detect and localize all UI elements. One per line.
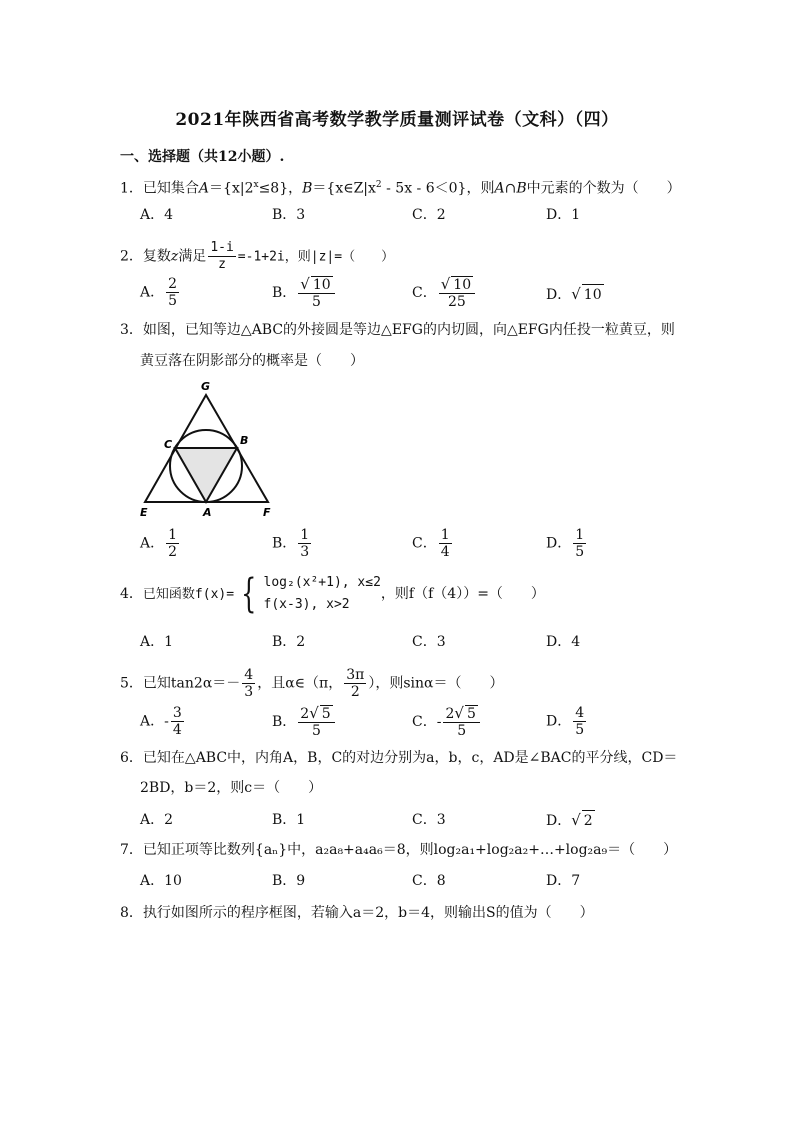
question-7 (120, 840, 677, 860)
question-4 (120, 572, 545, 616)
q8-text: 执行如图所示的程序框图，若输入a＝2，b＝4，则输出S的值为（ ） (142, 905, 594, 921)
fraction-denominator: 2 (168, 544, 178, 560)
fraction-numerator: 3π (346, 667, 365, 683)
q2-option-b (272, 276, 337, 310)
option-label: A． (140, 535, 165, 552)
question-number: 8． (120, 905, 143, 921)
sqrt-radicand: 10 (312, 277, 331, 293)
fraction-denominator: 5 (457, 723, 467, 739)
fraction-denominator: 5 (312, 723, 321, 739)
sqrt-radicand: 10 (582, 284, 604, 305)
q5-pre: 已知tan2α＝－ (142, 675, 241, 692)
option-fraction (298, 705, 334, 739)
option-label: C． (412, 535, 437, 552)
option-fraction (166, 527, 179, 560)
q2-z: z (170, 248, 179, 265)
q1-square: 2 (375, 180, 382, 190)
fraction-denominator: 5 (575, 544, 585, 560)
q6-line-1: 已知在△ABC中，内角A，B，C的对边分别为a，b，c，AD是∠BAC的平分线，CD＝ (142, 750, 678, 766)
fraction-denominator: 3 (244, 684, 254, 700)
q6-option-b: B．1 (272, 812, 306, 828)
fraction-denominator: 25 (448, 294, 466, 310)
q1-set-b-def: ＝{x∈Z|x (312, 180, 376, 197)
coefficient: 2 (300, 706, 310, 722)
q4-option-c: C．3 (412, 634, 446, 650)
q3-option-c (412, 527, 454, 560)
q4-option-a: A．1 (140, 634, 174, 650)
sqrt-sign: √ (300, 275, 310, 293)
fraction-numerator (439, 276, 475, 294)
q3-option-d (546, 527, 588, 560)
option-fraction (298, 276, 334, 310)
q7-option-d: D．7 (546, 873, 581, 889)
option-label: B． (272, 714, 297, 730)
q7-option-c: C．8 (412, 873, 446, 889)
q2-fraction (208, 240, 235, 273)
q5-option-a (140, 705, 186, 738)
question-number: 3． (120, 322, 143, 338)
question-number: 6． (120, 750, 143, 766)
q1-pre: 已知集合 (142, 180, 199, 197)
option-label: B． (272, 285, 297, 301)
option-fraction (573, 527, 586, 560)
q1-option-d: D．1 (546, 207, 581, 223)
option-fraction (573, 705, 586, 738)
fraction-numerator: 4 (244, 667, 254, 683)
fraction-numerator: 4 (575, 705, 585, 721)
question-1 (120, 175, 681, 199)
question-2 (120, 240, 394, 273)
q3-option-a (140, 527, 181, 560)
q7-option-a: A．10 (140, 873, 182, 889)
triangle-circle-figure (135, 378, 285, 518)
q1-cap: ∩ (504, 180, 517, 197)
fraction-denominator: 5 (168, 293, 178, 309)
label-f: F (263, 506, 271, 518)
q5-option-c (412, 705, 482, 739)
question-number: 5． (120, 675, 143, 692)
option-label: D． (546, 287, 572, 303)
q5-fraction-2 (344, 667, 366, 700)
sqrt-sign: √ (454, 704, 464, 722)
label-b: B (240, 434, 249, 447)
q1-option-a: A．4 (140, 207, 174, 223)
option-fraction (298, 527, 311, 560)
q2-rhs: =-1+2i，则|z|=（ ） (237, 249, 395, 265)
label-g: G (201, 380, 211, 393)
q1-set-b-name: B (302, 180, 313, 197)
q1-option-c: C．2 (412, 207, 446, 223)
fraction-denominator: 4 (440, 544, 450, 560)
option-label: A． (140, 284, 165, 301)
q3-line-2: 黄豆落在阴影部分的概率是（ ） (140, 353, 364, 369)
label-e: E (140, 506, 148, 518)
q1-set-a-def-end: ≤8}， (258, 180, 303, 197)
q7-option-b: B．9 (272, 873, 306, 889)
option-fraction (443, 705, 479, 739)
q6-option-c: C．3 (412, 812, 446, 828)
q2-option-a (140, 276, 181, 309)
q2-option-c (412, 276, 477, 310)
q1-set-a-def: ＝{x|2 (209, 180, 254, 197)
q4-pre: 已知函数f(x)= (142, 587, 235, 602)
q5-tail: ），则sinα＝（ ） (368, 675, 504, 692)
fraction-denominator: 3 (300, 544, 310, 560)
q5-fraction-1 (242, 667, 255, 700)
sqrt-sign: √ (571, 285, 581, 303)
piecewise-function (234, 572, 381, 616)
option-fraction (439, 276, 475, 310)
fraction-denominator: 4 (172, 722, 182, 738)
option-fraction (166, 276, 179, 309)
fraction-denominator: 5 (312, 294, 321, 310)
fraction-numerator (298, 705, 334, 723)
option-label: C． (412, 285, 437, 301)
option-fraction (171, 705, 184, 738)
cases (264, 572, 381, 616)
fraction-numerator (298, 276, 334, 294)
question-8 (120, 903, 594, 923)
fraction-numerator: 1 (168, 527, 178, 543)
q1-set-b-def-end: - 5x - 6＜0}，则 (381, 180, 495, 197)
q6-line-2: 2BD，b＝2，则c＝（ ） (140, 780, 323, 796)
sqrt-sign: √ (309, 704, 319, 722)
label-c: C (164, 438, 173, 451)
q5-mid: ，且α∈（π， (257, 675, 343, 692)
q3-option-b (272, 527, 313, 560)
fraction-denominator: 5 (575, 722, 585, 738)
option-label: C．- (412, 714, 442, 730)
left-brace: { (241, 571, 257, 617)
q6-option-a: A．2 (140, 812, 174, 828)
coefficient: 2 (445, 706, 455, 722)
sqrt-radicand: 2 (582, 810, 595, 831)
sqrt-radicand: 5 (321, 706, 331, 722)
fraction-numerator: 1 (575, 527, 585, 543)
q2-mid: 满足 (178, 248, 207, 265)
fraction-numerator: 1 (440, 527, 450, 543)
case-1: log₂(x²+1), x≤2 (263, 575, 381, 590)
label-a: A (203, 506, 212, 518)
question-number: 2． (120, 248, 143, 265)
case-2: f(x-3), x>2 (263, 597, 350, 612)
q3-line-1: 如图，已知等边△ABC的外接圆是等边△EFG的内切圆，向△EFG内任投一粒黄豆，则 (142, 322, 675, 338)
q4-tail: ，则f（f（4））=（ ） (380, 586, 545, 602)
option-fraction (439, 527, 452, 560)
q1-b: B (516, 180, 527, 197)
question-5 (120, 667, 503, 700)
option-label: D． (546, 713, 572, 730)
fraction-denominator: z (218, 257, 226, 272)
q2-pre: 复数 (142, 248, 171, 265)
section-heading: 一、选择题（共12小题）. (120, 149, 285, 165)
option-label: B． (272, 535, 297, 552)
question-6 (120, 748, 677, 768)
q1-option-b: B．3 (272, 207, 306, 223)
question-3 (120, 320, 675, 340)
option-label: A．- (140, 713, 169, 730)
sqrt-sign: √ (440, 275, 451, 293)
q5-option-d (546, 705, 588, 738)
fraction-denominator: 2 (350, 684, 360, 700)
sqrt-sign: √ (571, 811, 581, 829)
q1-a: A (494, 180, 505, 197)
fraction-numerator (443, 705, 479, 723)
fraction-numerator: 1-i (210, 240, 234, 255)
page-title: 2021年陕西省高考数学教学质量测评试卷（文科）（四） (175, 110, 619, 130)
question-number: 7． (120, 842, 143, 858)
fraction-numerator: 3 (172, 705, 182, 721)
fraction-numerator: 2 (168, 276, 178, 292)
q4-option-d: D．4 (546, 634, 581, 650)
q6-option-d (546, 810, 595, 831)
q1-set-a-name: A (198, 180, 210, 197)
q1-tail: 中元素的个数为（ ） (526, 180, 681, 197)
sqrt-radicand: 5 (466, 706, 476, 722)
q4-option-b: B．2 (272, 634, 306, 650)
q2-option-d (546, 284, 604, 305)
q7-text: 已知正项等比数列{aₙ}中，a₂a₈+a₄a₆＝8，则log₂a₁+log₂a₂+…+log₂a₉＝（ ） (142, 842, 678, 858)
question-number: 4． (120, 586, 143, 602)
q5-option-b (272, 705, 337, 739)
q1-exponent: x (253, 180, 259, 190)
question-number: 1． (120, 180, 143, 197)
option-label: D． (546, 813, 572, 829)
option-label: D． (546, 535, 572, 552)
sqrt-radicand: 10 (453, 277, 472, 293)
fraction-numerator: 1 (300, 527, 310, 543)
